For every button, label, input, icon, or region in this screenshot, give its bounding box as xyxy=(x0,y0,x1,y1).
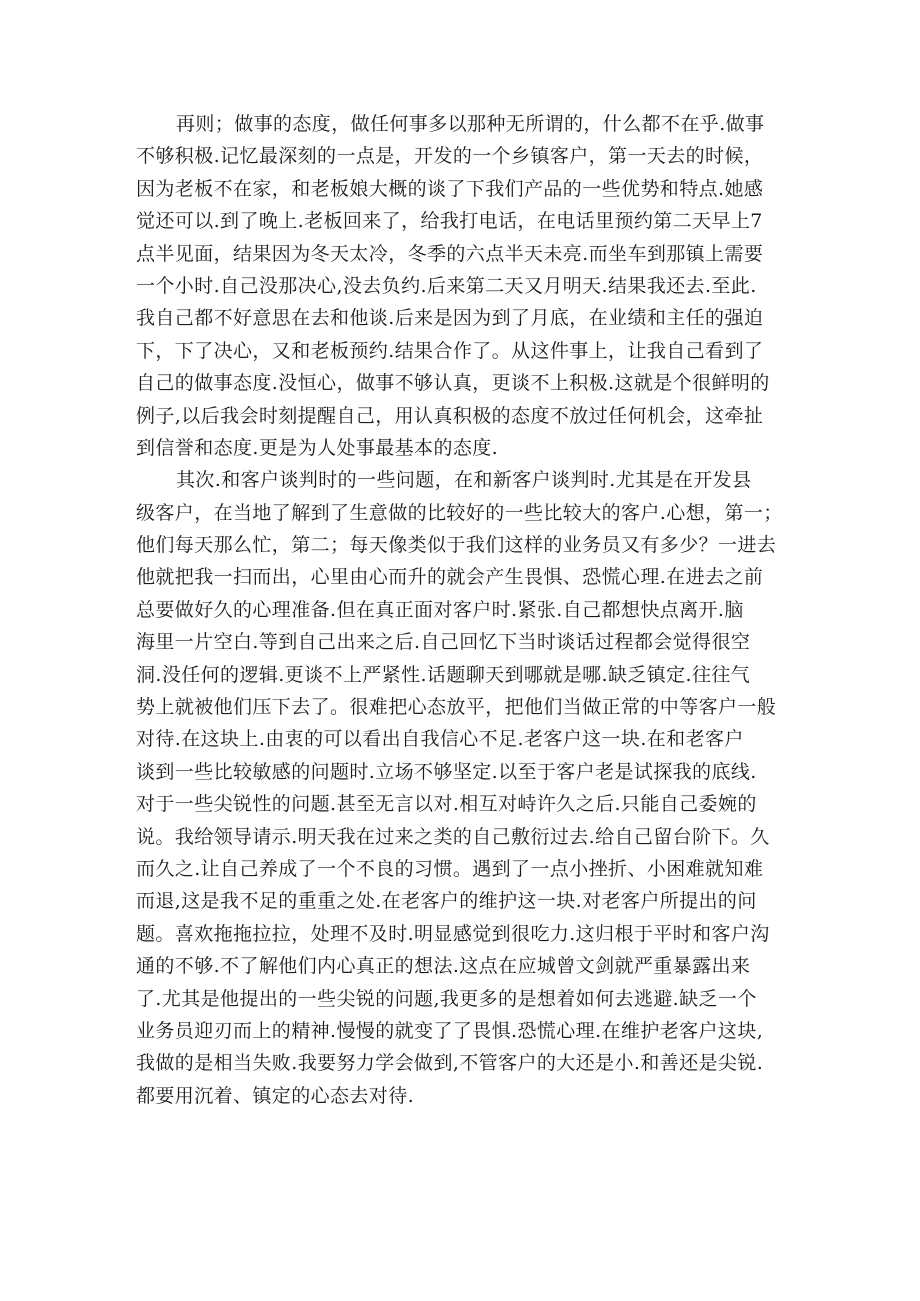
text-line: 势上就被他们压下去了。很难把心态放平，把他们当做正常的中等客户一般 xyxy=(136,696,777,719)
text-line: 业务员迎刃而上的精神.慢慢的就变了了畏惧.恐慌心理.在维护老客户这块, xyxy=(136,1019,764,1042)
text-line: 了.尤其是他提出的一些尖锐的问题,我更多的是想着如何去逃避.缺乏一个 xyxy=(136,987,757,1010)
text-line: 通的不够.不了解他们内心真正的想法.这点在应城曾文剑就严重暴露出来 xyxy=(136,955,751,978)
text-line: 他们每天那么忙，第二；每天像类似于我们这样的业务员又有多少？一进去 xyxy=(136,534,777,557)
text-line: 我做的是相当失败.我要努力学会做到,不管客户的大还是小.和善还是尖锐. xyxy=(136,1052,764,1075)
text-line: 都要用沉着、镇定的心态去对待. xyxy=(136,1084,415,1107)
text-line: 题。喜欢拖拖拉拉，处理不及时.明显感觉到很吃力.这归根于平时和客户沟 xyxy=(136,922,770,945)
text-line: 因为老板不在家，和老板娘大概的谈了下我们产品的一些优势和特点.她感 xyxy=(136,177,764,200)
text-line: 而久之.让自己养成了一个不良的习惯。遇到了一点小挫折、小困难就知难 xyxy=(136,857,764,880)
paragraph-attitude xyxy=(136,108,790,464)
text-line: 其次.和客户谈判时的一些问题，在和新客户谈判时.尤其是在开发县 xyxy=(176,469,752,492)
text-line: 说。我给领导请示.明天我在过来之类的自己敷衍过去.给自己留台阶下。久 xyxy=(136,825,770,848)
text-line: 洞.没任何的逻辑.更谈不上严紧性.话题聊天到哪就是哪.缺乏镇定.往往气 xyxy=(136,663,751,686)
text-line: 我自己都不好意思在去和他谈.后来是因为到了月底，在业绩和主任的强迫 xyxy=(136,307,764,330)
text-line: 再则；做事的态度，做任何事多以那种无所谓的，什么都不在乎.做事 xyxy=(176,113,765,135)
text-line: 例子,以后我会时刻提醒自己，用认真积极的态度不放过任何机会，这牵扯 xyxy=(136,404,764,427)
text-line: 他就把我一扫而出，心里由心而升的就会产生畏惧、恐慌心理.在进去之前 xyxy=(136,566,764,589)
text-line: 总要做好久的心理准备.但在真正面对客户时.紧张.自己都想快点离开.脑 xyxy=(136,598,744,621)
text-line: 到信誉和态度.更是为人处事最基本的态度. xyxy=(136,436,499,459)
text-line: 级客户，在当地了解到了生意做的比较好的一些比较大的客户.心想，第一； xyxy=(136,501,783,524)
text-line: 一个小时.自己没那决心,没去负约.后来第二天又月明天.结果我还去.至此. xyxy=(136,274,757,297)
text-line: 对于一些尖锐性的问题.甚至无言以对.相互对峙许久之后.只能自己委婉的 xyxy=(136,793,757,816)
text-line: 海里一片空白.等到自己出来之后.自己回忆下当时谈话过程都会觉得很空 xyxy=(136,631,751,654)
text-line: 自己的做事态度.没恒心，做事不够认真，更谈不上积极.这就是个很鲜明的 xyxy=(136,372,770,395)
document-page xyxy=(136,108,790,1112)
text-line: 点半见面，结果因为冬天太冷，冬季的六点半天未亮.而坐车到那镇上需要 xyxy=(136,242,764,265)
text-line: 觉还可以.到了晚上.老板回来了，给我打电话，在电话里预约第二天早上7 xyxy=(136,210,763,233)
text-line: 下，下了决心，又和老板预约.结果合作了。从这件事上，让我自己看到了 xyxy=(136,339,764,362)
text-line: 对待.在这块上.由衷的可以看出自我信心不足.老客户这一块.在和老客户 xyxy=(136,728,744,751)
text-line: 而退,这是我不足的重重之处.在老客户的维护这一块.对老客户所提出的问 xyxy=(136,890,757,913)
paragraph-negotiation xyxy=(136,464,790,1112)
text-line: 谈到一些比较敏感的问题时.立场不够坚定.以至于客户老是试探我的底线. xyxy=(136,760,757,783)
text-line: 不够积极.记忆最深刻的一点是，开发的一个乡镇客户，第一天去的时候， xyxy=(136,145,764,168)
